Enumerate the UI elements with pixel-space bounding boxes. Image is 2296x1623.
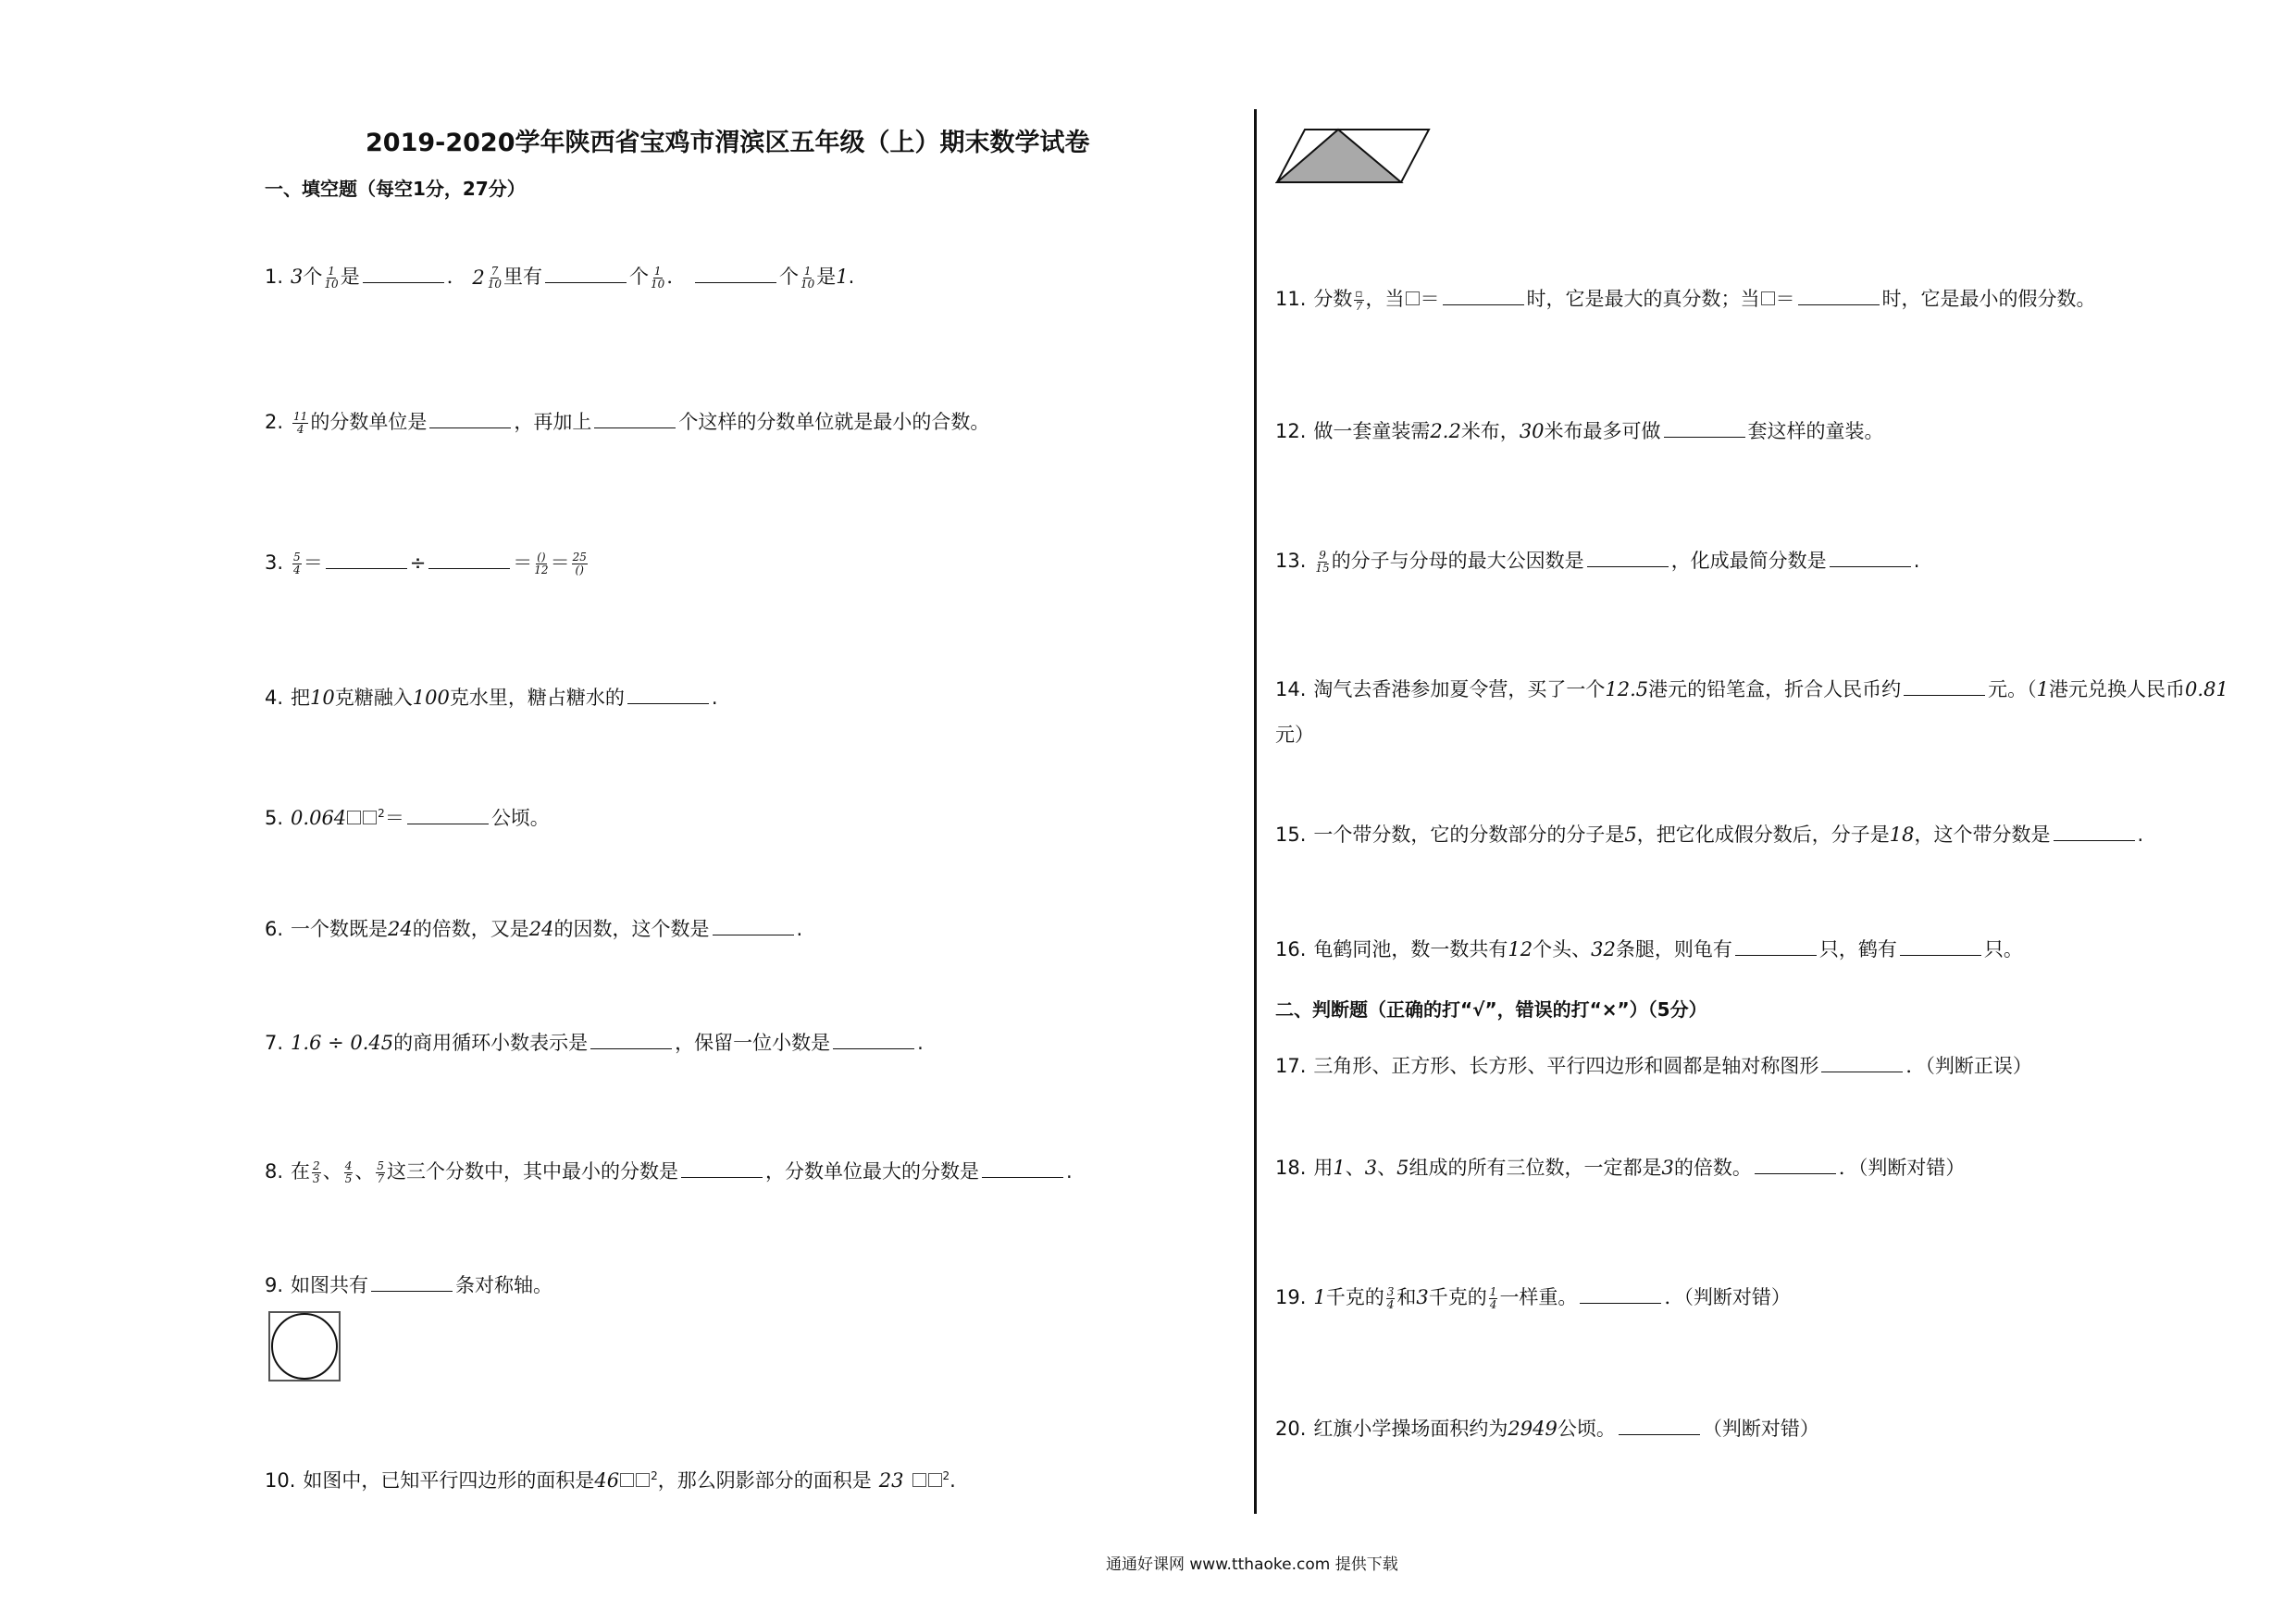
answer-blank[interactable] xyxy=(326,548,407,569)
question-3: 3. $\frac{5}{4}$ ＝ ÷ ＝ () 12 ＝ 25 () xyxy=(265,548,590,576)
footer-credit: 通通好课网 www.tthaoke.com 提供下载 xyxy=(1106,1555,1398,1574)
fraction: 25 () xyxy=(572,550,587,576)
answer-blank[interactable] xyxy=(594,407,676,428)
answer-blank[interactable] xyxy=(681,1157,763,1178)
question-13: 13. $\frac{9}{15}$ 的分子与分母的最大公因数是 ，化成最简分数是 . xyxy=(1275,546,1919,575)
unit-glyph-box xyxy=(620,1473,634,1487)
circle-in-square-figure xyxy=(268,1311,342,1383)
fraction: $\frac{5}{4}$ xyxy=(293,550,301,576)
answer-blank[interactable] xyxy=(363,262,444,283)
section-heading-true-false: 二、判断题（正确的打“√”，错误的打“×”）（5分） xyxy=(1275,998,1707,1021)
unit-glyph-box xyxy=(928,1473,942,1487)
fraction: $\frac{1}{10}$ xyxy=(324,264,339,291)
section-heading-fill-blank: 一、填空题（每空1分，27分） xyxy=(265,178,526,200)
answer-blank[interactable] xyxy=(1587,546,1669,567)
fraction: $\frac{4}{5}$ xyxy=(344,1158,353,1185)
question-19: 19. 1千克的 $\frac{3}{4}$ 和3千克的 $\frac{1}{4}$ 一样重。 ．（判断对错） xyxy=(1275,1282,1791,1311)
answer-blank[interactable] xyxy=(627,683,709,704)
question-8: 8. 在 $\frac{2}{3}$ 、 $\frac{4}{5}$ 、 $\frac{5}{7}$ 这三个分数中，其中最小的分数是 ，分数单位最大的分数是 . xyxy=(265,1157,1073,1185)
question-11: 11. 分数 ▫ 7 ，当 ＝ 时，它是最大的真分数；当 ＝ 时，它是最小的假分数。 xyxy=(1275,284,2096,313)
fraction: $\frac{1}{4}$ xyxy=(1489,1284,1497,1311)
unit-glyph-box xyxy=(347,811,361,824)
question-18: 18. 用1、3、5组成的所有三位数，一定都是3的倍数。 ．（判断对错） xyxy=(1275,1153,1965,1182)
answer-blank[interactable] xyxy=(1580,1282,1661,1304)
unit-glyph-box xyxy=(912,1473,926,1487)
fraction: ▫ 7 xyxy=(1355,286,1363,313)
question-14: 14. 淘气去香港参加夏令营，买了一个12.5港元的铅笔盒，折合人民币约 元。（1港元兑换人民币0.81 xyxy=(1275,675,2228,703)
answer-blank[interactable] xyxy=(407,803,489,824)
fraction: $\frac{9}{15}$ xyxy=(1315,548,1330,575)
unknown-box xyxy=(1761,291,1775,305)
question-1: 1. 3个 $\frac{1}{10}$ 是 ． 2 7 10 里有 个 $\frac{1}{10}$ ． 个 $\frac{1}{10}$ 是1. xyxy=(265,262,854,291)
answer-blank[interactable] xyxy=(371,1270,453,1292)
answer-blank[interactable] xyxy=(833,1028,914,1049)
question-15: 15. 一个带分数，它的分数部分的分子是5，把它化成假分数后，分子是18，这个带分数是 . xyxy=(1275,820,2143,849)
fraction: $\frac{11}{4}$ xyxy=(293,409,308,436)
fraction: $\frac{3}{4}$ xyxy=(1386,1284,1395,1311)
answer-blank[interactable] xyxy=(695,262,776,283)
unknown-box xyxy=(1406,291,1420,305)
question-2: 2. $\frac{11}{4}$ 的分数单位是 ，再加上 个这样的分数单位就是最小的合数。 xyxy=(265,407,989,436)
column-divider xyxy=(1254,109,1257,1514)
answer-blank[interactable] xyxy=(1904,675,1985,696)
question-17: 17. 三角形、正方形、长方形、平行四边形和圆都是轴对称图形 ．（判断正误） xyxy=(1275,1051,2032,1080)
answer-blank[interactable] xyxy=(429,407,511,428)
fraction: () 12 xyxy=(534,550,549,576)
answer-blank[interactable] xyxy=(1821,1051,1903,1072)
answer-blank[interactable] xyxy=(1798,284,1880,305)
answer-blank[interactable] xyxy=(1443,284,1524,305)
question-6: 6. 一个数既是24的倍数，又是24的因数，这个数是 . xyxy=(265,914,802,943)
unit-glyph-box xyxy=(636,1473,650,1487)
fraction: $\frac{2}{3}$ xyxy=(313,1158,320,1185)
page-title: 2019-2020学年陕西省宝鸡市渭滨区五年级（上）期末数学试卷 xyxy=(366,129,1090,157)
fraction: $\frac{1}{10}$ xyxy=(651,264,665,291)
answer-blank[interactable] xyxy=(1619,1414,1700,1435)
answer-blank[interactable] xyxy=(1735,935,1817,956)
answer-blank[interactable] xyxy=(1664,416,1745,438)
answer-blank[interactable] xyxy=(428,548,510,569)
mixed-number: 2 7 10 xyxy=(472,264,503,291)
question-12: 12. 做一套童装需2.2米布，30米布最多可做 套这样的童装。 xyxy=(1275,416,1884,445)
question-4: 4. 把10克糖融入100克水里，糖占糖水的 . xyxy=(265,683,718,712)
question-20: 20. 红旗小学操场面积约为2949公顷。 （判断对错） xyxy=(1275,1414,1819,1443)
parallelogram-shaded-figure xyxy=(1275,125,1433,190)
question-16: 16. 龟鹤同池，数一数共有12个头、32条腿，则龟有 只，鹤有 只。 xyxy=(1275,935,2023,963)
question-5: 5. 0.064 $^2$＝ 公顷。 xyxy=(265,799,550,832)
question-10: 10. 如图中，已知平行四边形的面积是46 $^2$，那么阴影部分的面积是 23 $^2$. xyxy=(265,1469,956,1492)
unit-glyph-box xyxy=(363,811,377,824)
question-14-continued: 元） xyxy=(1275,724,1314,746)
answer-blank[interactable] xyxy=(713,914,794,935)
fraction: $\frac{1}{10}$ xyxy=(800,264,815,291)
answer-blank[interactable] xyxy=(2054,820,2135,841)
question-7: 7. 1.6 ÷ 0.45的商用循环小数表示是 ，保留一位小数是 . xyxy=(265,1028,924,1057)
answer-blank[interactable] xyxy=(1900,935,1981,956)
answer-blank[interactable] xyxy=(982,1157,1063,1178)
answer-blank[interactable] xyxy=(1755,1153,1836,1174)
fraction: $\frac{5}{7}$ xyxy=(377,1158,384,1185)
question-9: 9. 如图共有 条对称轴。 xyxy=(265,1270,552,1299)
answer-blank[interactable] xyxy=(545,262,627,283)
answer-blank[interactable] xyxy=(1830,546,1911,567)
answer-blank[interactable] xyxy=(590,1028,672,1049)
